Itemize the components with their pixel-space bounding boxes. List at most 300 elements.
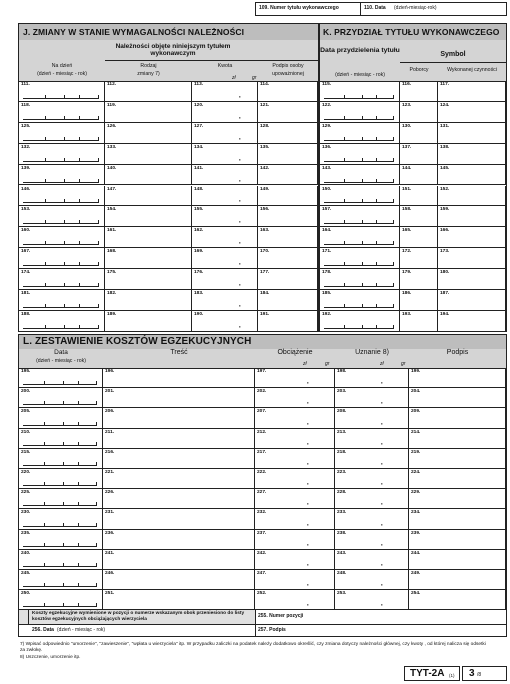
- field-number: 164.: [322, 228, 332, 234]
- date-tick-line: [23, 305, 99, 308]
- field-255-input[interactable]: [256, 611, 506, 624]
- date-tick: [362, 241, 363, 244]
- field-number: 243.: [337, 550, 347, 556]
- field-number: 124.: [440, 102, 450, 108]
- table-cell[interactable]: [192, 165, 258, 186]
- table-cell[interactable]: [438, 290, 506, 311]
- field-number: 152.: [440, 186, 450, 192]
- field-number: 167.: [21, 249, 31, 255]
- table-cell[interactable]: [335, 570, 409, 590]
- table-cell[interactable]: [335, 388, 409, 408]
- table-cell[interactable]: [103, 590, 255, 610]
- date-tick: [393, 179, 394, 182]
- field-number: 142.: [260, 165, 270, 171]
- date-tick-line: [23, 382, 97, 385]
- field-number: 254.: [411, 591, 421, 597]
- field-number: 246.: [105, 571, 115, 576]
- field-number: 154.: [107, 207, 117, 213]
- table-cell[interactable]: [409, 530, 506, 550]
- table-cell[interactable]: [192, 144, 258, 165]
- table-cell[interactable]: [103, 368, 255, 388]
- field-number: 146.: [21, 186, 31, 192]
- table-cell[interactable]: [255, 590, 335, 610]
- field-257-input[interactable]: [256, 625, 506, 636]
- field-109-label: 109. Numer tytułu wykonawczego: [259, 5, 339, 11]
- table-cell[interactable]: [438, 269, 506, 290]
- date-tick: [64, 137, 65, 140]
- date-tick: [78, 381, 79, 384]
- table-cell[interactable]: [103, 469, 255, 489]
- date-tick: [96, 381, 97, 384]
- date-tick: [393, 116, 394, 119]
- j-col-sign: Podpis osoby: [272, 63, 304, 69]
- date-tick: [79, 95, 80, 98]
- form-code: TYT-2A: [410, 668, 445, 679]
- table-cell[interactable]: [400, 248, 438, 269]
- date-tick: [45, 158, 46, 161]
- field-110-box[interactable]: [360, 2, 507, 16]
- decimal-comma: ,: [381, 601, 383, 608]
- footnote-8: 8) Uszczenie, umorzenie itp.: [20, 655, 81, 660]
- field-number: 209.: [411, 409, 421, 415]
- date-tick-line: [23, 604, 97, 607]
- table-cell[interactable]: [105, 206, 192, 227]
- table-cell[interactable]: [438, 123, 506, 144]
- field-number: 137.: [402, 144, 412, 150]
- table-cell[interactable]: [400, 81, 438, 102]
- field-number: 187.: [440, 291, 450, 296]
- date-tick: [63, 603, 64, 606]
- table-cell[interactable]: [400, 186, 438, 207]
- field-number: 214.: [411, 429, 421, 435]
- field-number: 156.: [260, 207, 270, 213]
- date-tick-line: [23, 117, 99, 120]
- table-cell[interactable]: [103, 489, 255, 509]
- table-cell[interactable]: [335, 449, 409, 469]
- table-cell[interactable]: [400, 311, 438, 332]
- field-number: 207.: [257, 409, 267, 415]
- l-col-credit: Uznanie 8): [355, 349, 389, 356]
- table-cell[interactable]: [400, 144, 438, 165]
- field-number: 204.: [411, 389, 421, 395]
- field-number: 112.: [107, 82, 117, 87]
- table-cell[interactable]: [105, 186, 192, 207]
- date-tick: [63, 502, 64, 505]
- field-number: 195.: [21, 369, 31, 374]
- l-col-sign: Podpis: [446, 349, 469, 356]
- date-tick: [96, 603, 97, 606]
- date-tick: [64, 158, 65, 161]
- table-cell[interactable]: [258, 123, 318, 144]
- table-cell[interactable]: [105, 290, 192, 311]
- field-number: 251.: [105, 591, 115, 597]
- date-tick: [63, 523, 64, 526]
- table-cell[interactable]: [103, 449, 255, 469]
- date-tick: [63, 401, 64, 404]
- date-tick: [362, 179, 363, 182]
- date-tick: [344, 241, 345, 244]
- decimal-comma: ,: [239, 301, 241, 308]
- date-tick: [64, 241, 65, 244]
- decimal-comma: ,: [307, 500, 309, 507]
- table-cell[interactable]: [438, 165, 506, 186]
- decimal-comma: ,: [239, 134, 241, 141]
- date-tick: [376, 95, 377, 98]
- table-cell[interactable]: [409, 368, 506, 388]
- date-tick: [362, 220, 363, 223]
- date-tick: [45, 179, 46, 182]
- table-cell[interactable]: [438, 248, 506, 269]
- decimal-comma: ,: [239, 113, 241, 120]
- j-group-header: Należności objęte niniejszym tytułem wykonawczym: [115, 43, 231, 57]
- date-tick: [393, 283, 394, 286]
- date-tick: [64, 179, 65, 182]
- table-cell[interactable]: [255, 469, 335, 489]
- k-col-symbol: Symbol: [440, 51, 466, 58]
- date-tick: [376, 325, 377, 328]
- table-cell[interactable]: [409, 590, 506, 610]
- k-col-wykonanej: Wykonanej czynności: [447, 67, 497, 73]
- field-number: 126.: [107, 123, 117, 129]
- table-cell[interactable]: [409, 550, 506, 570]
- field-number: 173.: [440, 249, 450, 255]
- table-cell[interactable]: [438, 311, 506, 332]
- field-number: 250.: [21, 591, 31, 597]
- table-cell[interactable]: [255, 368, 335, 388]
- field-number: 131.: [440, 123, 450, 129]
- date-tick: [44, 603, 45, 606]
- table-cell[interactable]: [258, 311, 318, 332]
- date-tick-line: [23, 180, 99, 183]
- date-tick: [344, 220, 345, 223]
- l-col-date: Data: [54, 349, 68, 356]
- date-tick-line: [23, 524, 97, 527]
- field-number: 170.: [260, 249, 270, 255]
- table-cell[interactable]: [335, 429, 409, 449]
- field-number: 192.: [322, 311, 332, 317]
- date-tick: [393, 262, 394, 265]
- table-cell[interactable]: [409, 469, 506, 489]
- decimal-comma: ,: [239, 239, 241, 246]
- field-number: 155.: [194, 207, 204, 213]
- l-note-bar: [28, 610, 29, 624]
- table-cell[interactable]: [192, 269, 258, 290]
- table-cell[interactable]: [258, 144, 318, 165]
- date-tick-line: [23, 200, 99, 203]
- table-cell[interactable]: [400, 165, 438, 186]
- table-cell[interactable]: [255, 408, 335, 428]
- table-cell[interactable]: [409, 388, 506, 408]
- field-number: 185.: [322, 291, 332, 296]
- date-tick: [96, 583, 97, 586]
- field-number: 177.: [260, 270, 270, 276]
- date-tick: [44, 482, 45, 485]
- date-tick: [79, 220, 80, 223]
- field-109-box[interactable]: [255, 2, 361, 16]
- j-col-amount-zl: zł: [232, 75, 236, 81]
- table-cell[interactable]: [103, 509, 255, 529]
- date-tick: [376, 179, 377, 182]
- date-tick-line: [23, 564, 97, 567]
- decimal-comma: ,: [239, 92, 241, 99]
- field-number: 171.: [322, 249, 332, 255]
- table-cell[interactable]: [258, 269, 318, 290]
- table-cell[interactable]: [438, 144, 506, 165]
- table-cell[interactable]: [103, 570, 255, 590]
- table-cell[interactable]: [105, 165, 192, 186]
- table-cell[interactable]: [335, 550, 409, 570]
- table-cell[interactable]: [400, 206, 438, 227]
- table-cell[interactable]: [192, 290, 258, 311]
- field-number: 121.: [260, 102, 270, 108]
- table-cell[interactable]: [258, 186, 318, 207]
- field-number: 149.: [260, 186, 270, 192]
- date-tick: [376, 199, 377, 202]
- field-number: 143.: [322, 165, 332, 171]
- field-number: 125.: [21, 123, 31, 129]
- table-cell[interactable]: [438, 186, 506, 207]
- date-tick: [393, 199, 394, 202]
- table-cell[interactable]: [192, 227, 258, 248]
- table-cell[interactable]: [409, 449, 506, 469]
- decimal-comma: ,: [381, 480, 383, 487]
- field-number: 172.: [402, 249, 412, 255]
- field-number: 247.: [257, 571, 267, 576]
- table-cell[interactable]: [192, 186, 258, 207]
- table-cell[interactable]: [255, 449, 335, 469]
- table-cell[interactable]: [192, 123, 258, 144]
- table-cell[interactable]: [255, 530, 335, 550]
- table-cell[interactable]: [409, 509, 506, 529]
- table-cell[interactable]: [192, 102, 258, 123]
- date-tick: [98, 325, 99, 328]
- table-cell[interactable]: [105, 81, 192, 102]
- table-cell[interactable]: [335, 509, 409, 529]
- decimal-comma: ,: [307, 520, 309, 527]
- field-number: 140.: [107, 165, 117, 171]
- date-tick: [45, 116, 46, 119]
- decimal-comma: ,: [307, 561, 309, 567]
- table-cell[interactable]: [103, 530, 255, 550]
- field-number: 253.: [337, 591, 347, 597]
- field-number: 201.: [105, 389, 115, 395]
- date-tick-line: [23, 584, 97, 587]
- table-cell[interactable]: [400, 123, 438, 144]
- date-tick: [344, 116, 345, 119]
- decimal-comma: ,: [239, 322, 241, 329]
- table-cell[interactable]: [400, 290, 438, 311]
- table-cell[interactable]: [409, 570, 506, 590]
- field-number: 215.: [21, 449, 31, 455]
- date-tick: [393, 304, 394, 307]
- date-tick: [362, 262, 363, 265]
- field-number: 115.: [322, 82, 332, 87]
- section-j-title: J. ZMIANY W STANIE WYMAGALNOŚCI NALEŻNOŚCI: [19, 24, 318, 40]
- decimal-comma: ,: [307, 419, 309, 426]
- field-number: 135.: [260, 144, 270, 150]
- decimal-comma: ,: [381, 439, 383, 446]
- field-256-input[interactable]: [19, 625, 255, 636]
- date-tick-line: [324, 180, 394, 183]
- table-cell[interactable]: [192, 248, 258, 269]
- table-cell[interactable]: [103, 388, 255, 408]
- date-tick-line: [23, 221, 99, 224]
- table-cell[interactable]: [255, 509, 335, 529]
- j-col-sign-sub: upoważnionej: [272, 71, 304, 77]
- field-number: 181.: [21, 291, 31, 296]
- field-number: 153.: [21, 207, 31, 213]
- date-tick-line: [324, 284, 394, 287]
- field-number: 123.: [402, 102, 412, 108]
- date-tick: [44, 381, 45, 384]
- date-tick-line: [23, 503, 97, 506]
- field-number: 252.: [257, 591, 267, 597]
- table-cell[interactable]: [105, 269, 192, 290]
- table-cell[interactable]: [438, 102, 506, 123]
- table-cell[interactable]: [409, 489, 506, 509]
- table-cell[interactable]: [335, 469, 409, 489]
- table-cell[interactable]: [258, 227, 318, 248]
- field-number: 224.: [411, 470, 421, 475]
- table-cell[interactable]: [335, 408, 409, 428]
- field-number: 188.: [21, 311, 31, 317]
- date-tick-line: [324, 305, 394, 308]
- table-cell[interactable]: [258, 81, 318, 102]
- table-cell[interactable]: [105, 311, 192, 332]
- l-col-content: Treść: [170, 349, 188, 356]
- table-cell[interactable]: [105, 144, 192, 165]
- date-tick-line: [324, 138, 394, 141]
- date-tick: [63, 563, 64, 566]
- date-tick: [78, 422, 79, 425]
- field-number: 161.: [107, 228, 117, 234]
- table-cell[interactable]: [438, 81, 506, 102]
- j-col-kind: Rodzaj: [140, 63, 157, 69]
- table-cell[interactable]: [335, 368, 409, 388]
- table-cell[interactable]: [103, 408, 255, 428]
- table-cell[interactable]: [255, 429, 335, 449]
- table-cell[interactable]: [258, 102, 318, 123]
- table-cell[interactable]: [103, 550, 255, 570]
- date-tick: [44, 543, 45, 546]
- table-cell[interactable]: [438, 227, 506, 248]
- date-tick: [79, 158, 80, 161]
- field-256-label: 256. Data: [32, 627, 54, 633]
- table-cell[interactable]: [103, 429, 255, 449]
- table-cell[interactable]: [105, 248, 192, 269]
- k-col-date-sub: (dzień - miesiąc - rok): [335, 72, 385, 78]
- decimal-comma: ,: [381, 399, 383, 406]
- date-tick: [79, 304, 80, 307]
- table-cell[interactable]: [255, 489, 335, 509]
- field-number: 179.: [402, 270, 412, 276]
- field-number: 165.: [402, 228, 412, 234]
- table-cell[interactable]: [400, 227, 438, 248]
- field-number: 176.: [194, 270, 204, 276]
- field-255-label: 255. Numer pozycji: [258, 613, 304, 619]
- decimal-comma: ,: [381, 561, 383, 567]
- table-cell[interactable]: [105, 227, 192, 248]
- decimal-comma: ,: [381, 520, 383, 527]
- table-cell[interactable]: [105, 102, 192, 123]
- table-cell[interactable]: [255, 570, 335, 590]
- decimal-comma: ,: [239, 197, 241, 204]
- date-tick: [96, 523, 97, 526]
- date-tick: [64, 116, 65, 119]
- date-tick: [376, 304, 377, 307]
- table-cell[interactable]: [258, 290, 318, 311]
- date-tick: [63, 442, 64, 445]
- date-tick: [45, 220, 46, 223]
- date-tick-line: [23, 463, 97, 466]
- field-number: 189.: [107, 311, 117, 317]
- field-number: 222.: [257, 470, 267, 475]
- date-tick-line: [324, 263, 394, 266]
- decimal-comma: ,: [239, 176, 241, 183]
- date-tick: [344, 199, 345, 202]
- table-cell[interactable]: [335, 489, 409, 509]
- field-number: 205.: [21, 409, 31, 415]
- table-cell[interactable]: [258, 165, 318, 186]
- table-cell[interactable]: [409, 429, 506, 449]
- table-cell[interactable]: [192, 311, 258, 332]
- field-number: 111.: [21, 82, 30, 87]
- date-tick: [78, 523, 79, 526]
- table-cell[interactable]: [335, 590, 409, 610]
- table-cell[interactable]: [255, 388, 335, 408]
- date-tick: [393, 241, 394, 244]
- field-number: 127.: [194, 123, 204, 129]
- field-number: 162.: [194, 228, 204, 234]
- date-tick: [64, 262, 65, 265]
- table-cell[interactable]: [400, 269, 438, 290]
- table-cell[interactable]: [258, 206, 318, 227]
- field-number: 229.: [411, 490, 421, 496]
- table-cell[interactable]: [438, 206, 506, 227]
- field-number: 200.: [21, 389, 31, 395]
- date-tick: [362, 95, 363, 98]
- table-cell[interactable]: [192, 81, 258, 102]
- decimal-comma: ,: [381, 540, 383, 547]
- field-number: 183.: [194, 291, 204, 296]
- table-cell[interactable]: [258, 248, 318, 269]
- field-number: 144.: [402, 165, 412, 171]
- decimal-comma: ,: [307, 581, 309, 588]
- date-tick: [96, 401, 97, 404]
- table-cell[interactable]: [409, 408, 506, 428]
- date-tick: [344, 95, 345, 98]
- field-110-label: 110. Data: [364, 5, 386, 11]
- table-cell[interactable]: [335, 530, 409, 550]
- table-cell[interactable]: [400, 102, 438, 123]
- table-cell[interactable]: [192, 206, 258, 227]
- date-tick-line: [23, 284, 99, 287]
- date-tick: [45, 199, 46, 202]
- date-tick: [362, 325, 363, 328]
- date-tick: [44, 422, 45, 425]
- field-number: 191.: [260, 311, 270, 317]
- field-number: 145.: [440, 165, 450, 171]
- field-number: 206.: [105, 409, 115, 415]
- date-tick: [98, 95, 99, 98]
- page-number: 3: [469, 668, 475, 679]
- table-cell[interactable]: [255, 550, 335, 570]
- date-tick: [63, 482, 64, 485]
- field-number: 194.: [440, 311, 450, 317]
- field-number: 193.: [402, 311, 412, 317]
- table-cell[interactable]: [105, 123, 192, 144]
- date-tick: [98, 304, 99, 307]
